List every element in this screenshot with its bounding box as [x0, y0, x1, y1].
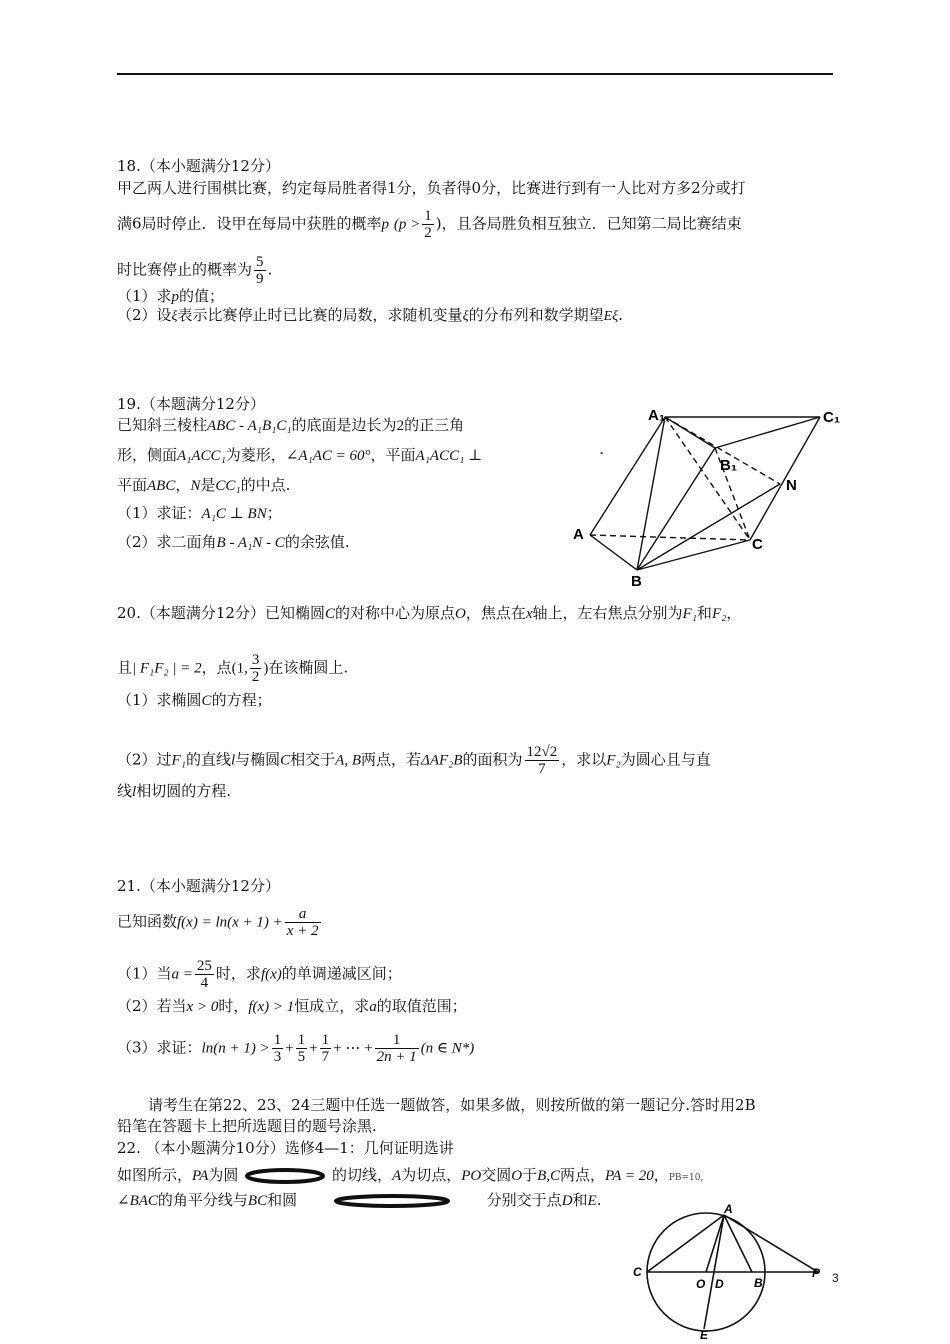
label-a1: A₁ [648, 407, 666, 424]
label-p: P [812, 1266, 821, 1280]
q21-line-1: 已知函数f(x) = ln(x + 1) + $\frac{a}{x + 2}$ [117, 906, 319, 939]
q21-part-3: （3）求证：ln(n + 1) > $\frac{1}{3}$ + $\frac{1}{5}$ + $\frac{1}{7}$ + ⋯ + $\frac{1}{2n + 1}$ (n ∈ N*) [117, 1032, 475, 1065]
q20-frac-area: $\frac{12√2}{7}$ [526, 744, 558, 777]
q20-frac-three-halves: $\frac{3}{2}$ [251, 652, 260, 685]
circle-o-placeholder-1 [243, 1167, 327, 1185]
q20-part-2: （2）过F₁的直线l与椭圆C相交于A, B两点，若ΔAF₂B的面积为 $\frac{12√2}{7}$ ，求以F₂为圆心且与直 [117, 744, 711, 777]
prism-figure [565, 400, 855, 590]
q19-part-1: （1）求证：A₁C ⊥ BN； [117, 504, 282, 522]
label-n: N [786, 477, 797, 494]
label-b1: B₁ [720, 457, 738, 474]
circle-figure [628, 1200, 843, 1340]
label-b: B [754, 1276, 763, 1290]
q18-part-1: （1）求p的值； [117, 287, 225, 305]
edge-c1-c [750, 417, 820, 540]
q18-header: 18.（本小题满分12分） [117, 157, 280, 175]
q18-line-2: 满6局时停止．设甲在每局中获胜的概率p (p > $\frac{1}{2}$ )，且各局胜负相互独立．已知第二局比赛结束 [117, 208, 742, 241]
header-rule [117, 73, 833, 75]
q22-header: 22. （本小题满分10分）选修4—1：几何证明选讲 [117, 1139, 454, 1157]
q19-line-2: 形，侧面A₁ACC₁为菱形，∠A₁AC = 60°，平面A₁ACC₁ ⊥ [117, 446, 483, 464]
label-c: C [633, 1265, 642, 1279]
q20-line-1: 20.（本题满分12分）已知椭圆C的对称中心为原点O，焦点在x轴上，左右焦点分别为F₁和F₂， [117, 604, 742, 622]
q21-part-1: （1）当a = $\frac{25}{4}$ 时，求f(x)的单调递减区间； [117, 958, 402, 991]
label-e: E [700, 1328, 709, 1340]
instruction-line-1: 请考生在第22、23、24三题中任选一题做答，如果多做，则按所做的第一题记分.答时用2B [148, 1096, 756, 1114]
label-a: A [724, 1202, 733, 1216]
label-b: B [631, 573, 642, 590]
q21-part-2: （2）若当x > 0时，f(x) > 1恒成立，求a的取值范围； [117, 997, 467, 1015]
label-d: D [715, 1277, 724, 1291]
edge-a1-c-hidden [665, 417, 750, 540]
q18-line-2-text-b: ，且各局胜负相互独立．已知第二局比赛结束 [441, 214, 742, 233]
chord-ac [647, 1215, 724, 1272]
q18-line-3: 时比赛停止的概率为 $\frac{5}{9}$ . [117, 254, 273, 287]
stray-dot: · [600, 446, 604, 460]
circle-o-placeholder-2 [330, 1192, 460, 1210]
q19-line-3: 平面ABC，N是CC₁的中点. [117, 476, 291, 494]
q18-frac-five-ninths: $\frac{5}{9}$ [256, 254, 264, 287]
q21-frac-a: $\frac{a}{x + 2}$ [286, 906, 319, 939]
edge-a1-b1 [665, 417, 715, 448]
label-c1: C₁ [823, 409, 841, 426]
edge-b-n [637, 484, 780, 570]
edge-a-b [590, 535, 637, 570]
q18-line-2-text-a: 满6局时停止．设甲在每局中获胜的概率 [117, 214, 382, 233]
q18-cond: (p > [393, 216, 421, 233]
q18-part-2: （2）设ξ表示比赛停止时已比赛的局数，求随机变量ξ的分布列和数学期望Eξ. [117, 306, 623, 324]
q22-line-1: 如图所示，PA为圆 的切线，A为切点，PO交圆O于B,C两点，PA = 20，PB=10, [117, 1166, 704, 1184]
q20-line-2: 且| F₁F₂ | = 2，点(1, $\frac{3}{2}$ )在该椭圆上. [117, 652, 349, 685]
q21-header: 21.（本小题满分12分） [117, 877, 280, 895]
q20-line-4: 线l相切圆的方程. [117, 782, 231, 800]
q19-part-2: （2）求二面角B - A₁N - C的余弦值. [117, 533, 350, 551]
q20-part-1: （1）求椭圆C的方程； [117, 691, 272, 709]
q19-line-1: 已知斜三棱柱ABC - A₁B₁C₁的底面是边长为2的正三角 [117, 416, 465, 434]
q18-frac-half: $\frac{1}{2}$ [424, 208, 432, 241]
q21-frac-25-4: $\frac{25}{4}$ [196, 958, 212, 991]
label-a: A [573, 526, 584, 543]
instruction-line-2: 铅笔在答题卡上把所选题目的题号涂黑. [117, 1117, 377, 1135]
edge-a-c-hidden [590, 535, 750, 540]
label-o: O [696, 1277, 706, 1291]
q22-line-2: ∠BAC的角平分线与BC和圆 分别交于点D和E. [117, 1191, 602, 1209]
q18-line-1: 甲乙两人进行围棋比赛，约定每局胜者得1分，负者得0分，比赛进行到有一人比对方多2分或打 [117, 179, 746, 197]
q19-header: 19.（本题满分12分） [117, 395, 265, 413]
q18-var-p: p [381, 216, 390, 233]
label-c: C [752, 536, 763, 553]
page-number: 3 [832, 1271, 839, 1285]
